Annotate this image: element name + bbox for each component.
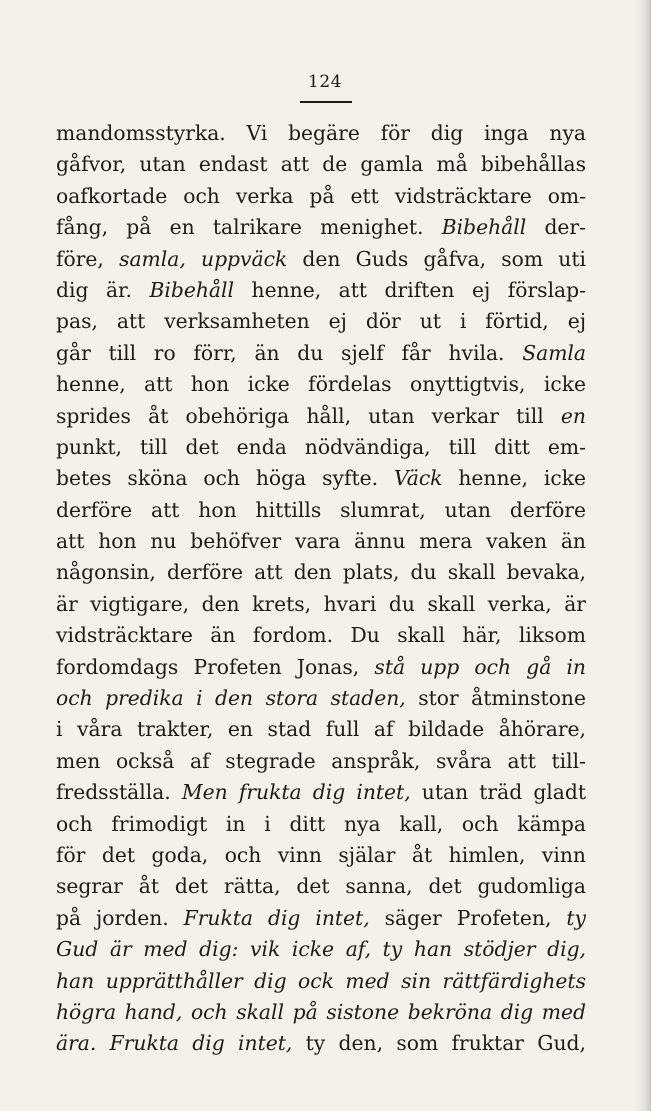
text-line bbox=[56, 809, 586, 840]
text-segment: stor åtminstone bbox=[405, 686, 586, 711]
text-segment: betes sköna och höga syfte. bbox=[56, 466, 394, 491]
text-segment: pas, att verksamheten ej dör ut i förtid, ej bbox=[56, 309, 586, 334]
text-line bbox=[56, 557, 586, 588]
text-line bbox=[56, 714, 586, 745]
italic-text: Bibehåll bbox=[441, 215, 527, 240]
text-line bbox=[56, 369, 586, 400]
text-line bbox=[56, 463, 586, 494]
page-number-rule bbox=[300, 101, 352, 103]
text-line bbox=[56, 275, 586, 306]
text-line bbox=[56, 934, 586, 965]
text-segment: derföre att hon hittills slumrat, utan derföre bbox=[56, 497, 586, 522]
text-segment: utan träd gladt bbox=[410, 780, 587, 805]
text-segment: ty den, som fruktar Gud, bbox=[292, 1031, 586, 1056]
text-segment: dig är. bbox=[56, 277, 150, 302]
text-line bbox=[56, 589, 586, 620]
italic-text: högra hand, och skall på sistone bekröna dig med bbox=[56, 999, 586, 1024]
text-line bbox=[56, 495, 586, 526]
text-line bbox=[56, 1028, 586, 1059]
text-segment: på jorden. bbox=[56, 905, 184, 930]
text-line bbox=[56, 840, 586, 871]
text-line bbox=[56, 149, 586, 180]
italic-text: Väck bbox=[393, 466, 443, 491]
text-segment: före, bbox=[56, 246, 120, 271]
text-segment: fång, på en talrikare menighet. bbox=[56, 215, 442, 240]
italic-text: Bibehåll bbox=[149, 277, 234, 302]
page-number: 124 bbox=[308, 72, 342, 92]
italic-text: ty bbox=[566, 905, 586, 930]
italic-text: och predika i den stora staden, bbox=[56, 686, 406, 711]
italic-text: stå upp och gå in bbox=[374, 654, 586, 679]
body-text bbox=[56, 118, 586, 1060]
text-line bbox=[56, 871, 586, 902]
text-segment: mandomsstyrka. Vi begäre för dig inga nya bbox=[56, 121, 586, 145]
text-segment: der- bbox=[526, 215, 586, 240]
text-line bbox=[56, 746, 586, 777]
text-line bbox=[56, 777, 586, 808]
text-line bbox=[56, 683, 586, 714]
text-segment: punkt, till det enda nödvändiga, till ditt em- bbox=[56, 434, 586, 459]
text-line bbox=[56, 432, 586, 463]
text-segment: segrar åt det rätta, det sanna, det gudomliga bbox=[56, 874, 586, 899]
text-line bbox=[56, 903, 586, 934]
text-segment: i våra trakter, en stad full af bildade åhörare, bbox=[56, 717, 586, 742]
italic-text: samla, uppväck bbox=[119, 246, 288, 271]
text-line bbox=[56, 966, 586, 997]
italic-text: ära. Frukta dig intet, bbox=[56, 1031, 293, 1056]
text-segment: sprides åt obehöriga håll, utan verkar till bbox=[56, 403, 561, 428]
text-line bbox=[56, 181, 586, 212]
text-line bbox=[56, 118, 586, 149]
text-segment: gåfvor, utan endast att de gamla må bibehållas bbox=[56, 152, 586, 177]
text-segment: är vigtigare, den krets, hvari du skall verka, är bbox=[56, 591, 586, 616]
text-segment: oafkortade och verka på ett vidsträcktare om- bbox=[56, 183, 586, 208]
text-segment: henne, icke bbox=[442, 466, 586, 491]
text-segment: fordomdags Profeten Jonas, bbox=[56, 654, 375, 679]
text-segment: för det goda, och vinn själar åt himlen, vinn bbox=[56, 842, 586, 867]
text-segment: den Guds gåfva, som uti bbox=[287, 246, 587, 271]
text-segment: att hon nu behöfver vara ännu mera vaken än bbox=[56, 529, 586, 554]
text-line bbox=[56, 244, 586, 275]
italic-text: Samla bbox=[522, 340, 586, 365]
italic-text: en bbox=[560, 403, 586, 428]
italic-text: Gud är med dig: vik icke af, ty han stödjer dig, bbox=[56, 937, 586, 962]
italic-text: Men frukta dig intet, bbox=[181, 780, 411, 805]
text-segment: går till ro förr, än du sjelf får hvila. bbox=[56, 340, 523, 365]
text-segment: och frimodigt in i ditt nya kall, och kämpa bbox=[56, 811, 586, 836]
text-segment: henne, att driften ej förslap- bbox=[234, 277, 586, 302]
text-line bbox=[56, 652, 586, 683]
text-segment: säger Profeten, bbox=[369, 905, 567, 930]
text-segment: henne, att hon icke fördelas onyttigtvis, icke bbox=[56, 372, 586, 397]
text-segment: någonsin, derföre att den plats, du skall bevaka, bbox=[56, 560, 586, 585]
text-line bbox=[56, 526, 586, 557]
text-line bbox=[56, 212, 586, 243]
text-segment: fredsställa. bbox=[56, 780, 182, 805]
text-line bbox=[56, 401, 586, 432]
text-line bbox=[56, 620, 586, 651]
text-line bbox=[56, 997, 586, 1028]
italic-text: Frukta dig intet, bbox=[183, 905, 370, 930]
page-edge-shadow bbox=[635, 0, 651, 1111]
text-segment: vidsträcktare än fordom. Du skall här, liksom bbox=[56, 623, 586, 648]
italic-text: han upprätthåller dig ock med sin rättfärdighets bbox=[56, 968, 586, 993]
text-line bbox=[56, 306, 586, 337]
text-segment: men också af stegrade anspråk, svåra att till- bbox=[56, 748, 586, 773]
text-line bbox=[56, 338, 586, 369]
